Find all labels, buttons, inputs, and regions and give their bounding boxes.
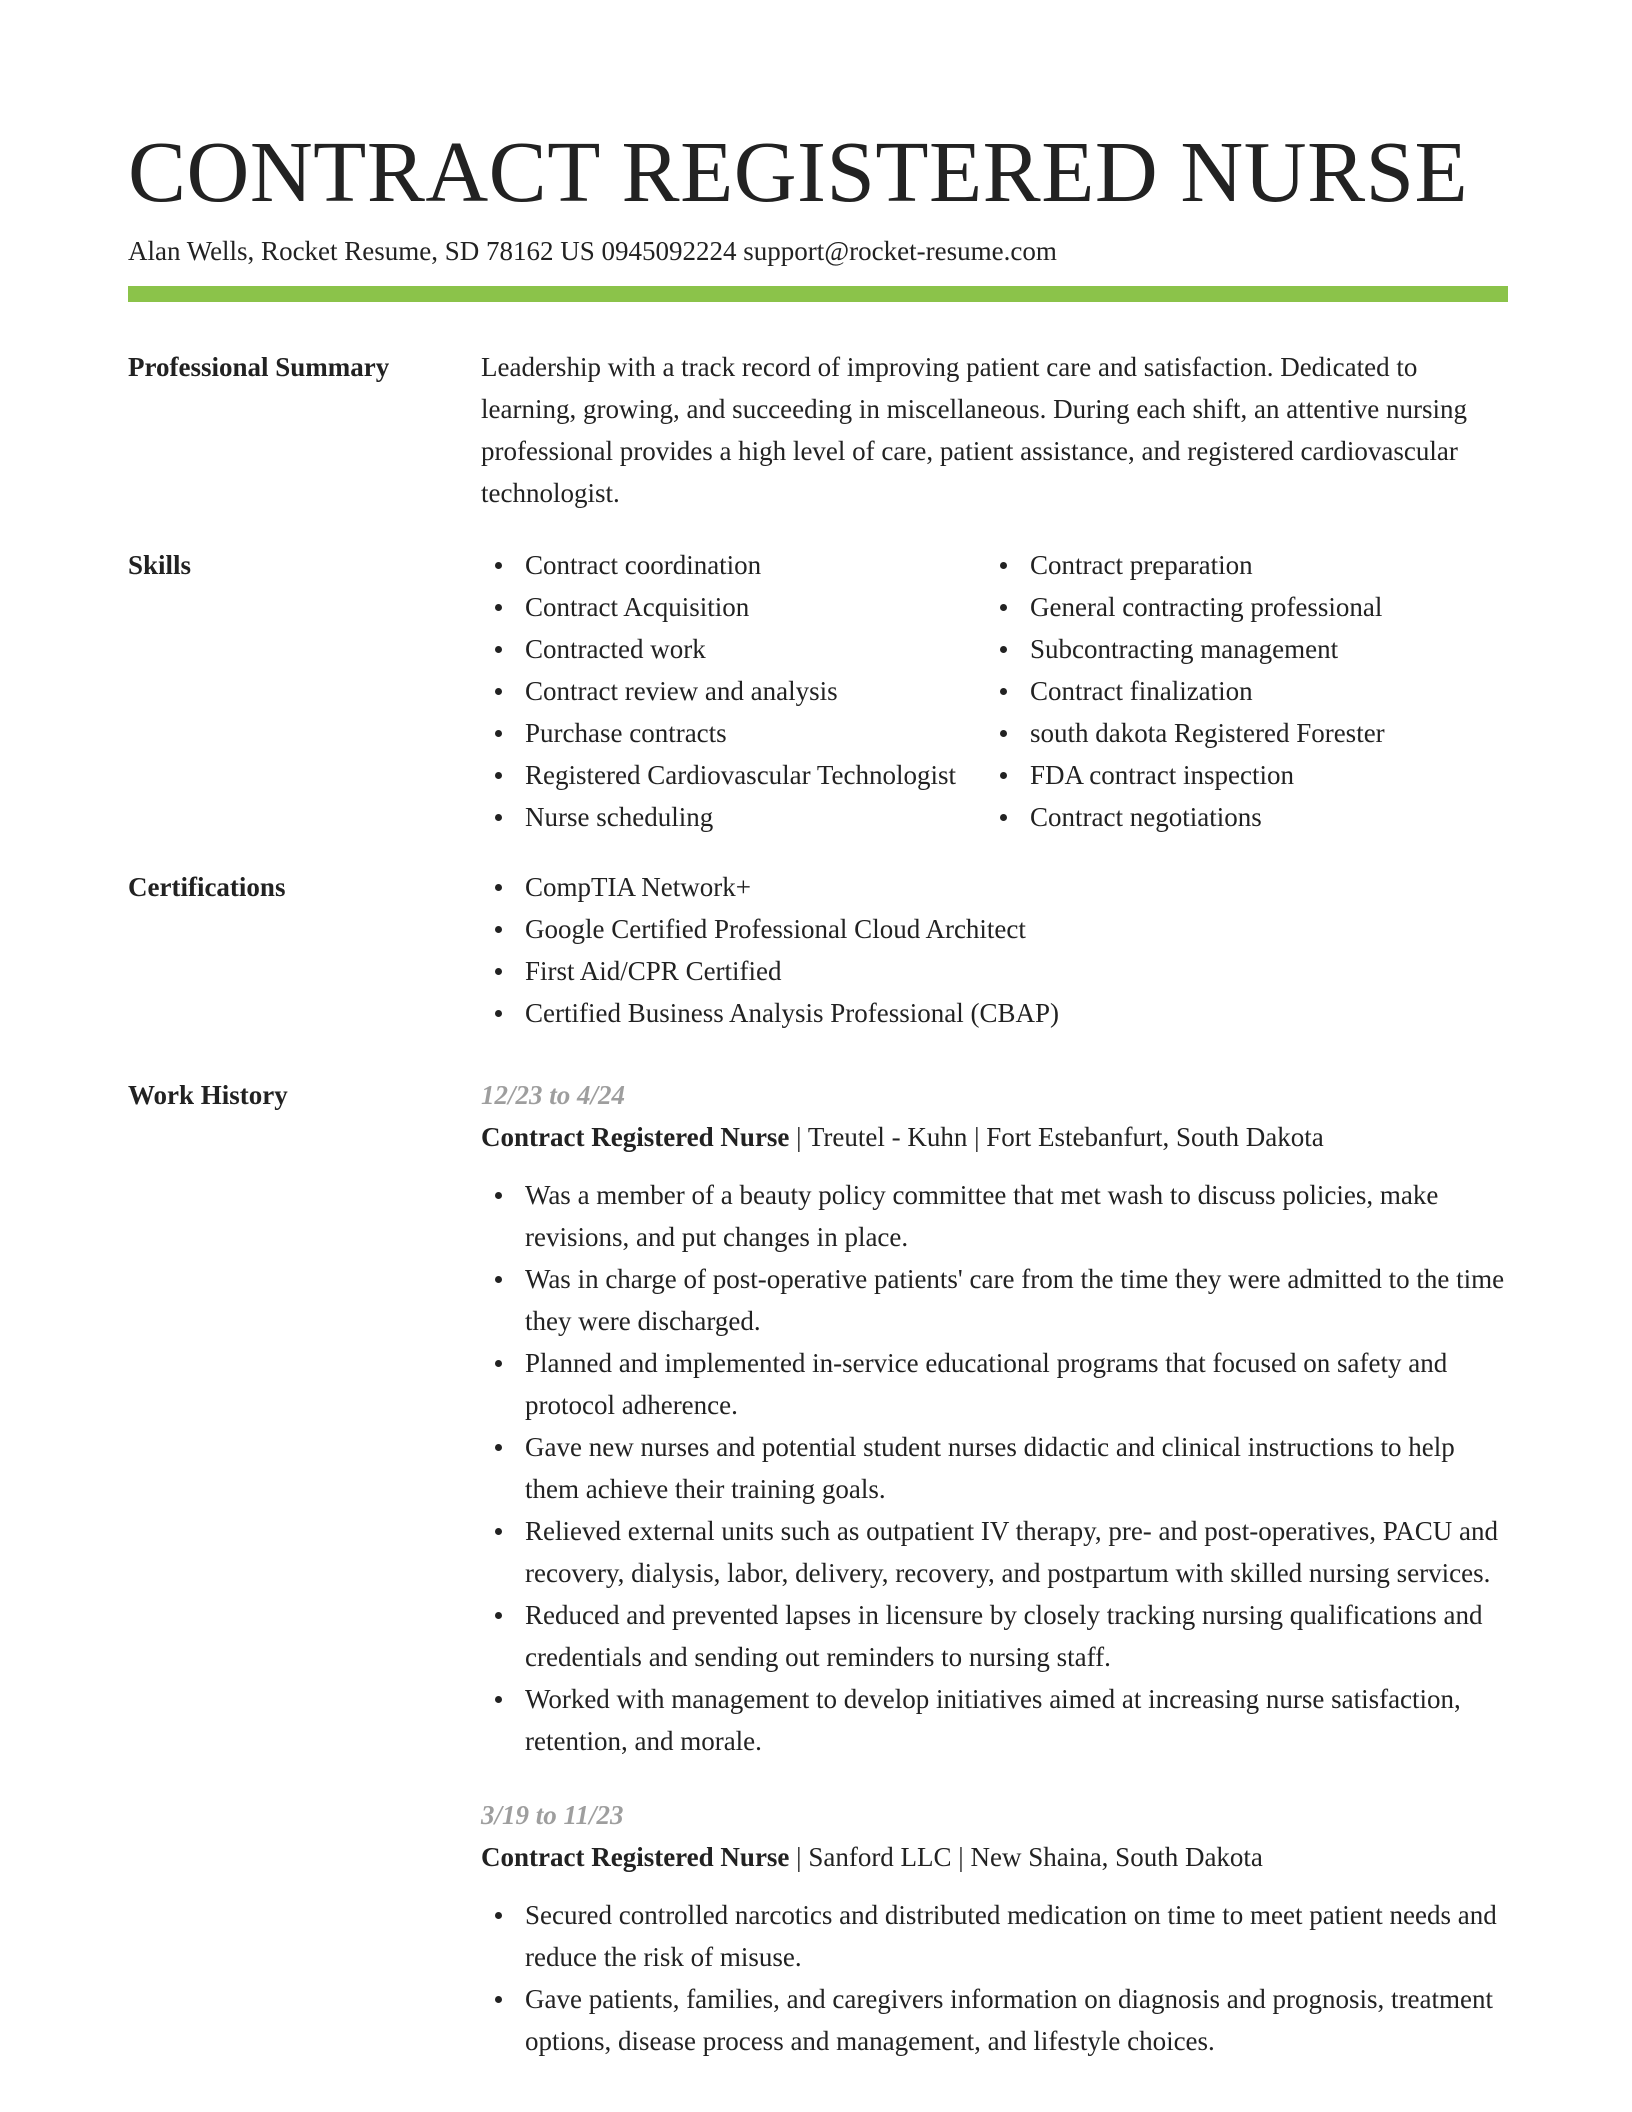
skill-item: Contract coordination — [481, 544, 986, 586]
certification-item: CompTIA Network+ — [481, 866, 1508, 908]
summary-text: Leadership with a track record of improving patient care and satisfaction. Dedicated to learning, growing, and succeeding in miscellaneous. During each shift, an attentive nursing professional provides a high level of care, patient assistance, and registered cardiovascular technologist. — [481, 352, 1467, 508]
job-details: | Sanford LLC | New Shaina, South Dakota — [789, 1842, 1263, 1872]
job-heading — [481, 1116, 1508, 1158]
job-title: Contract Registered Nurse — [481, 1122, 790, 1152]
job-entry — [481, 1074, 1508, 1762]
summary-body — [481, 346, 1508, 514]
certifications-list — [481, 866, 1508, 1034]
skill-item: Subcontracting management — [986, 628, 1508, 670]
skill-item: General contracting professional — [986, 586, 1508, 628]
job-entry — [481, 1794, 1508, 2062]
job-bullet: Gave new nurses and potential student nurses didactic and clinical instructions to help them achieve their training goals. — [481, 1426, 1508, 1510]
job-dates: 12/23 to 4/24 — [481, 1080, 626, 1110]
skills-list-right — [986, 544, 1508, 838]
skill-item: Contract finalization — [986, 670, 1508, 712]
job-details: | Treutel - Kuhn | Fort Estebanfurt, South Dakota — [789, 1122, 1324, 1152]
page-title: CONTRACT REGISTERED NURSE — [128, 123, 1469, 220]
job-title: Contract Registered Nurse — [481, 1842, 790, 1872]
certifications-body — [481, 866, 1508, 1034]
skill-item: Nurse scheduling — [481, 796, 986, 838]
section-label-certifications: Certifications — [128, 872, 286, 902]
contact-info: Alan Wells, Rocket Resume, SD 78162 US 0945092224 support@rocket-resume.com — [128, 236, 1057, 266]
job-bullet: Reduced and prevented lapses in licensure by closely tracking nursing qualifications and credentials and sending out reminders to nursing staff. — [481, 1594, 1508, 1678]
work-history-body — [481, 1074, 1508, 2062]
skills-columns — [481, 544, 1508, 838]
job-bullet-list — [481, 1894, 1508, 2062]
accent-divider — [128, 286, 1508, 302]
job-bullet: Secured controlled narcotics and distributed medication on time to meet patient needs and reduce the risk of misuse. — [481, 1894, 1508, 1978]
skill-item: Purchase contracts — [481, 712, 986, 754]
job-bullet: Was in charge of post-operative patients' care from the time they were admitted to the time they were discharged. — [481, 1258, 1508, 1342]
skill-item: Contract preparation — [986, 544, 1508, 586]
job-bullet: Gave patients, families, and caregivers information on diagnosis and prognosis, treatment options, disease process and management, and lifestyle choices. — [481, 1978, 1508, 2062]
skill-item: Registered Cardiovascular Technologist — [481, 754, 986, 796]
certification-item: First Aid/CPR Certified — [481, 950, 1508, 992]
job-bullet-list — [481, 1174, 1508, 1762]
certification-item: Certified Business Analysis Professional (CBAP) — [481, 992, 1508, 1034]
job-heading — [481, 1836, 1508, 1878]
job-bullet: Worked with management to develop initiatives aimed at increasing nurse satisfaction, retention, and morale. — [481, 1678, 1508, 1762]
section-label-skills: Skills — [128, 550, 192, 580]
skill-item: FDA contract inspection — [986, 754, 1508, 796]
certification-item: Google Certified Professional Cloud Architect — [481, 908, 1508, 950]
job-bullet: Was a member of a beauty policy committee that met wash to discuss policies, make revisions, and put changes in place. — [481, 1174, 1508, 1258]
skill-item: Contract review and analysis — [481, 670, 986, 712]
section-label-work-history: Work History — [128, 1080, 288, 1110]
skills-list-left — [481, 544, 986, 838]
skills-body — [481, 544, 1508, 838]
job-bullet: Planned and implemented in-service educational programs that focused on safety and protocol adherence. — [481, 1342, 1508, 1426]
job-dates: 3/19 to 11/23 — [481, 1800, 624, 1830]
skill-item: south dakota Registered Forester — [986, 712, 1508, 754]
section-label-summary: Professional Summary — [128, 352, 390, 382]
skill-item: Contract Acquisition — [481, 586, 986, 628]
skill-item: Contracted work — [481, 628, 986, 670]
job-bullet: Relieved external units such as outpatient IV therapy, pre- and post-operatives, PACU and recovery, dialysis, labor, delivery, recovery, and postpartum with skilled nursing services. — [481, 1510, 1508, 1594]
skill-item: Contract negotiations — [986, 796, 1508, 838]
